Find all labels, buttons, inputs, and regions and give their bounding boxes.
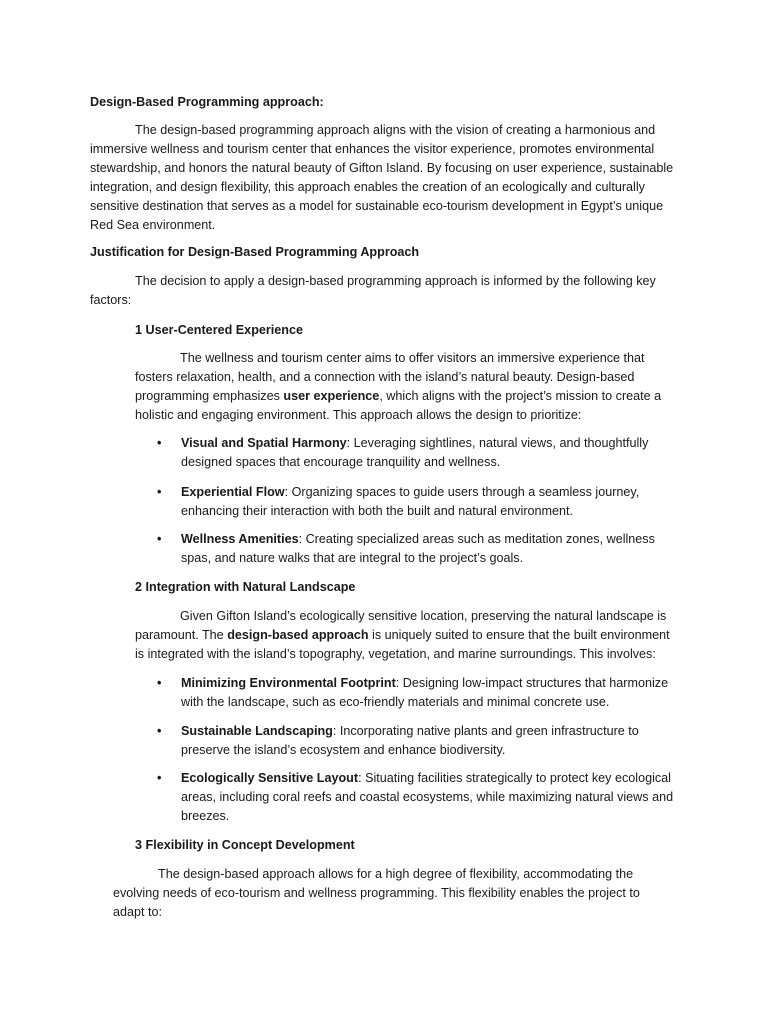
justification-paragraph: The decision to apply a design-based programming approach is informed by the following key factors: bbox=[90, 274, 656, 307]
justification-heading: Justification for Design-Based Programming Approach bbox=[90, 245, 420, 259]
bullet-icon: • bbox=[157, 485, 162, 499]
bullet-icon: • bbox=[157, 771, 162, 785]
section-3-heading: 3 Flexibility in Concept Development bbox=[135, 838, 355, 852]
bullet-icon: • bbox=[157, 436, 162, 450]
bullet-icon: • bbox=[157, 532, 162, 546]
section-1-paragraph: The wellness and tourism center aims to offer visitors an immersive experience that fosters relaxation, health, and a connection with the island’s natural beauty. Design-based programming emphasizes user experience, which aligns with the project’s mission to create a holistic and engaging environment. This approach allows the design to prioritize: bbox=[135, 351, 662, 422]
bullet-icon: • bbox=[157, 676, 162, 690]
document-page: Design-Based Programming approach: The design-based programming approach aligns with the vision of creating a harmonious and immersive wellness and tourism center that enhances the visitor experience, promotes environmental stewardship, and honors the natural beauty of Gifton Island. By focusing on user experience, sustainable integration, and design flexibility, this approach enables the creation of an ecologically and culturally sensitive destination that serves as a model for sustainable eco-tourism development in Egypt’s unique Red Sea environment. Justification for Design-Based Programming Approach The decision to apply a design-based programming approach is informed by the following key factors: 1 User-Centered Experience The wellness and tourism center aims to offer visitors an immersive experience that fosters relaxation, health, and a connection with the island’s natural beauty. Design-based programming emphasizes user experience, which aligns with the project’s mission to create a holistic and engaging environment. This approach allows the design to prioritize: • Visual and Spatial Harmony: Leveraging sightlines, natural views, and thoughtfully designed spaces that encourage tranquility and wellness. • Experiential Flow: Organizing spaces to guide users through a seamless journey, enhancing their interaction with both the built and natural environment. • Wellness Amenities: Creating specialized areas such as meditation zones, wellness spas, and nature walks that are integral to the project’s goals. 2 Integration with Natural Landscape Given Gifton Island’s ecologically sensitive location, preserving the natural landscape is paramount. The design-based approach is uniquely suited to ensure that the built environment is integrated with the island’s topography, vegetation, and marine surroundings. This involves: • Minimizing Environmental Footprint: Designing low-impact structures that harmonize with the landscape, such as eco-friendly materials and minimal concrete use. • Sustainable Landscaping: Incorporating native plants and green infrastructure to preserve the island’s ecosystem and enhance biodiversity. • Ecologically Sensitive Layout: Situating facilities strategically to protect key ecological areas, including coral reefs and coastal ecosystems, while maximizing natural views and breezes. 3 Flexibility in Concept Development The design-based approach allows for a high degree of flexibility, accommodating the evolving needs of eco-tourism and wellness programming. This flexibility enables the project to adapt to: bbox=[0, 0, 768, 1024]
bullet-icon: • bbox=[157, 724, 162, 738]
page-title: Design-Based Programming approach: bbox=[90, 95, 324, 109]
section-1-heading: 1 User-Centered Experience bbox=[135, 323, 303, 337]
section-3-paragraph: The design-based approach allows for a high degree of flexibility, accommodating the evolving needs of eco-tourism and wellness programming. This flexibility enables the project to adapt to: bbox=[113, 867, 640, 919]
section-2-heading: 2 Integration with Natural Landscape bbox=[135, 580, 356, 594]
intro-paragraph: The design-based programming approach aligns with the vision of creating a harmonious and immersive wellness and tourism center that enhances the visitor experience, promotes environmental stewardship, and honors the natural beauty of Gifton Island. By focusing on user experience, sustainable integration, and design flexibility, this approach enables the creation of an ecologically and culturally sensitive destination that serves as a model for sustainable eco-tourism development in Egypt’s unique Red Sea environment. bbox=[90, 123, 674, 232]
section-2-paragraph: Given Gifton Island’s ecologically sensitive location, preserving the natural landscape is paramount. The design-based approach is uniquely suited to ensure that the built environment is integrated with the island’s topography, vegetation, and marine surroundings. This involves: bbox=[135, 609, 670, 661]
